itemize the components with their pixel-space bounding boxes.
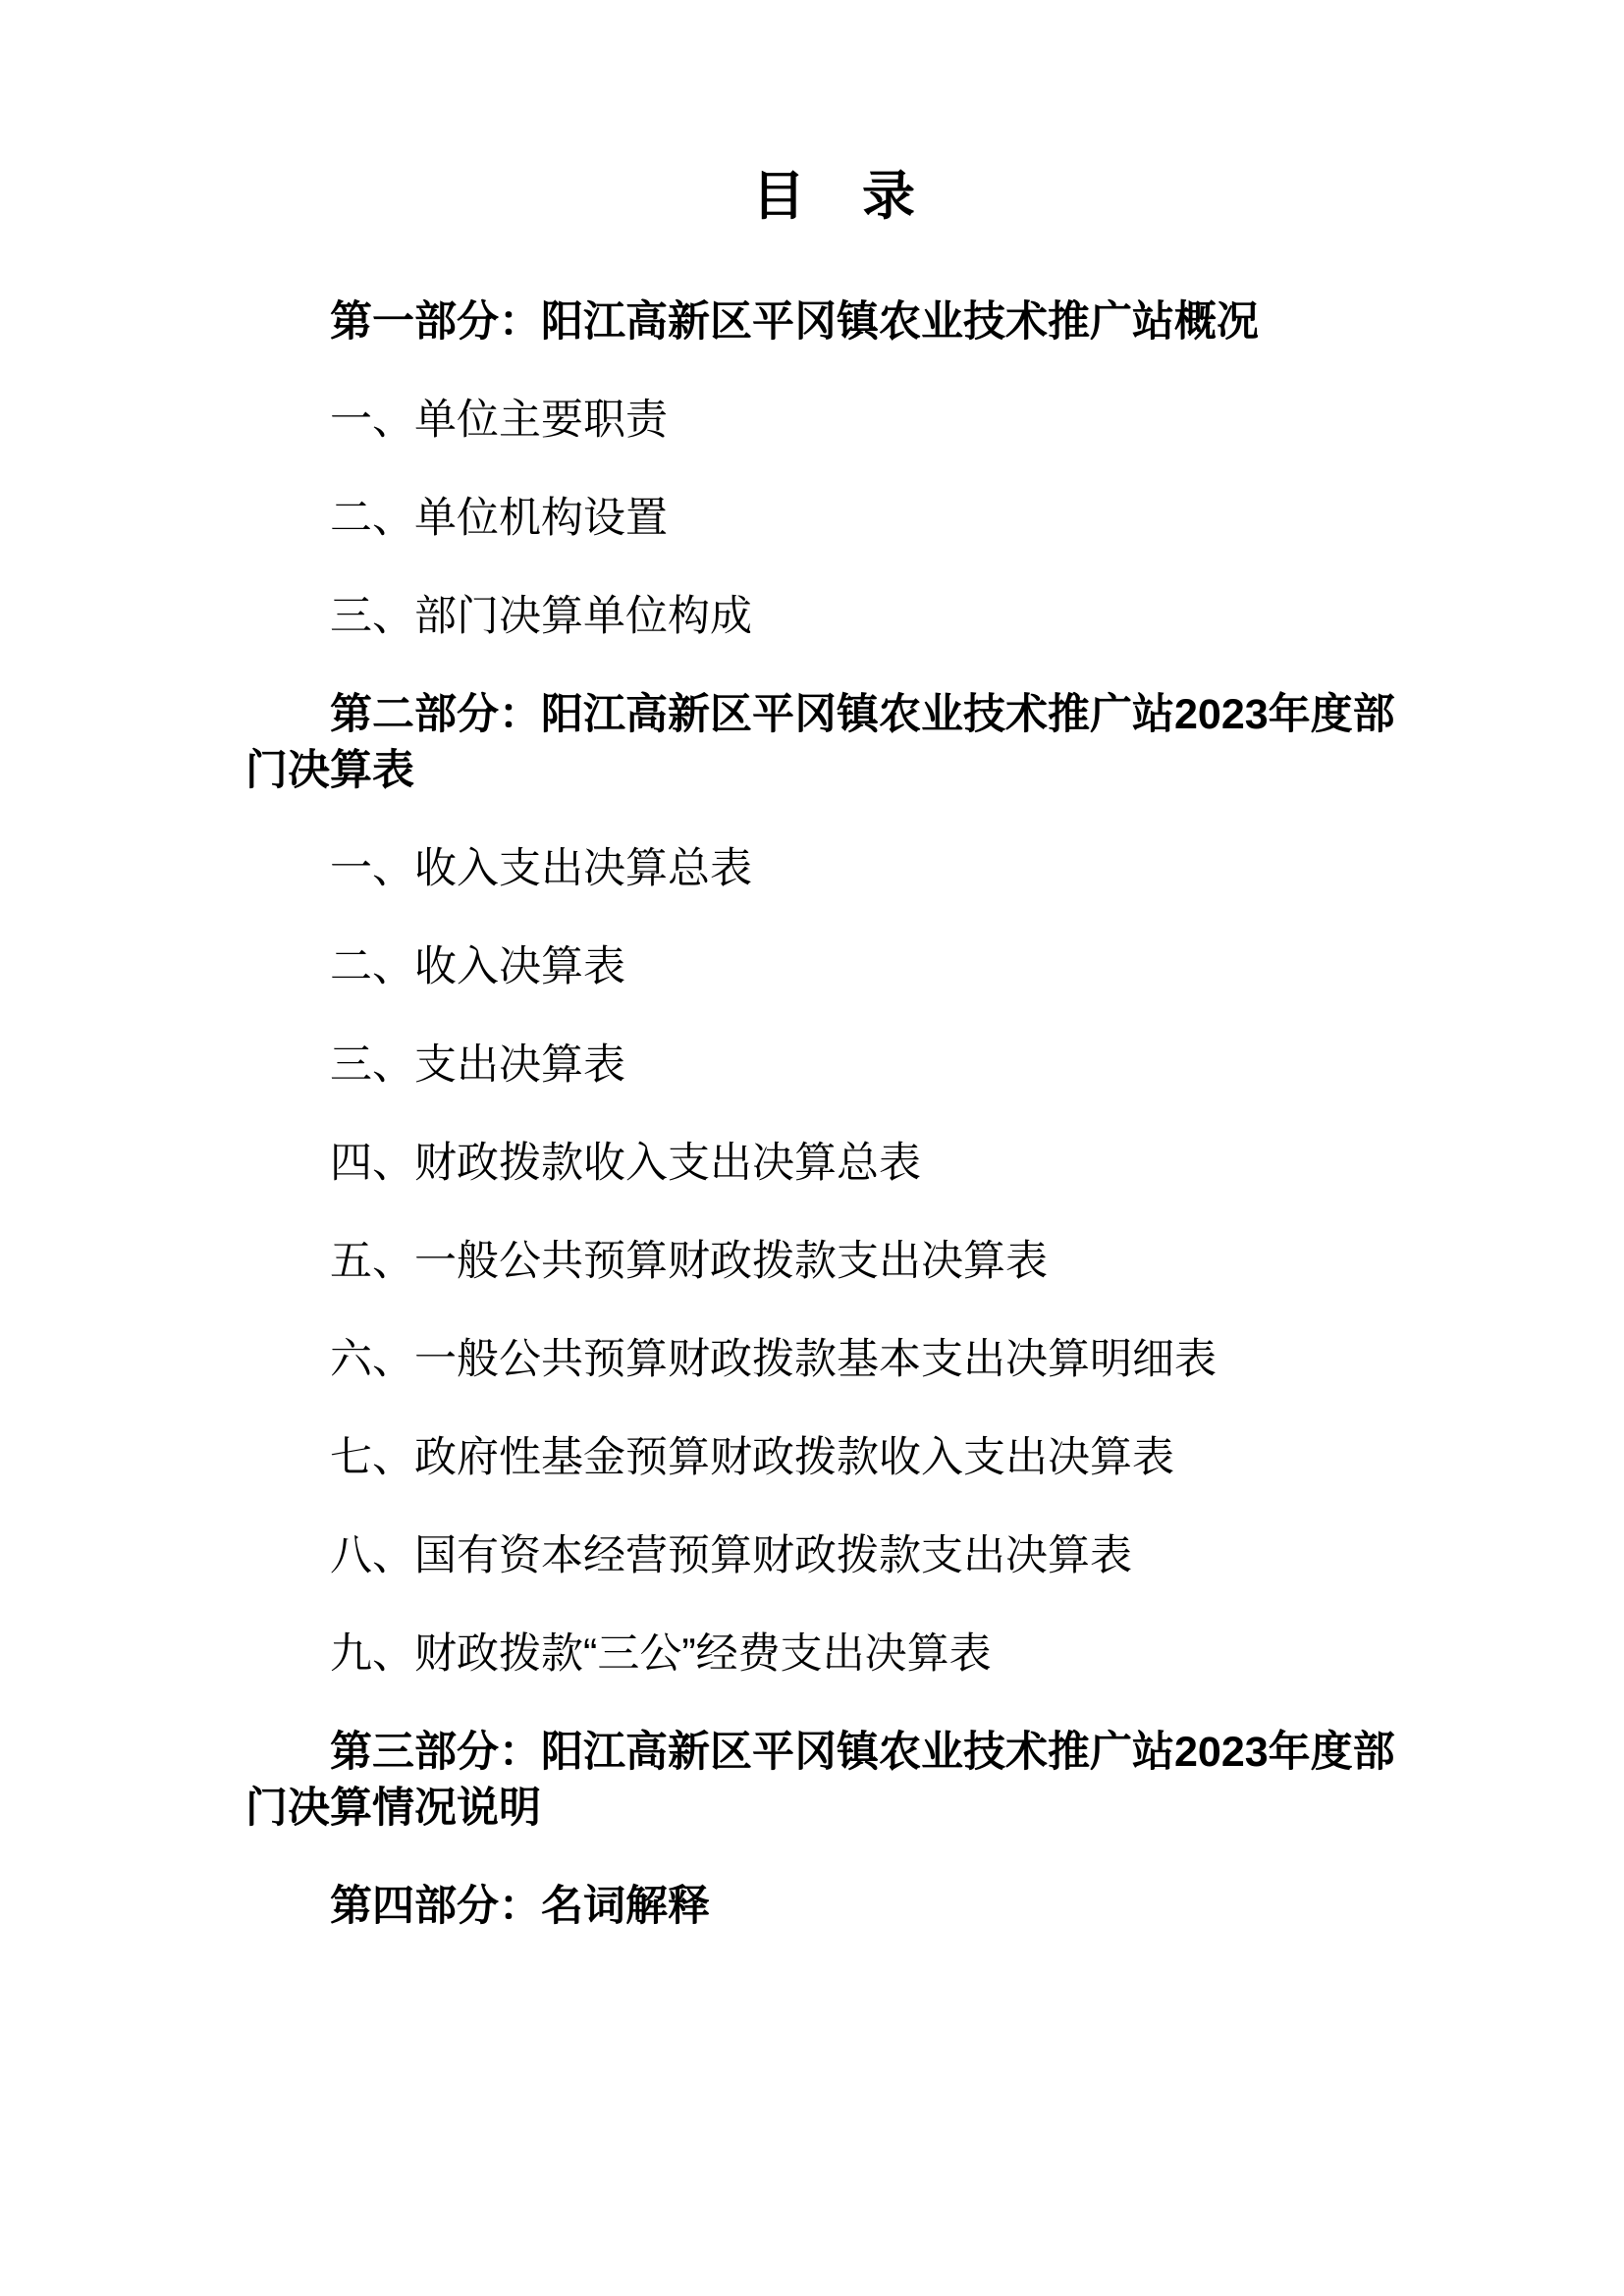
toc-section-heading: 第四部分：名词解释 [330, 1883, 710, 1930]
toc-item: 一、单位主要职责 [330, 397, 668, 444]
toc-item: 三、支出决算表 [330, 1041, 625, 1089]
toc-item: 八、国有资本经营预算财政拨款支出决算表 [330, 1532, 1132, 1579]
toc-section-heading: 第二部分：阳江高新区平冈镇农业技术推广站2023年度部门决算表 [245, 691, 1395, 794]
toc-item: 一、收入支出决算总表 [330, 845, 752, 892]
toc-item: 七、政府性基金预算财政拨款收入支出决算表 [330, 1434, 1174, 1481]
toc-item: 六、一般公共预算财政拨款基本支出决算明细表 [330, 1336, 1217, 1383]
toc-item: 三、部门决算单位构成 [330, 593, 752, 640]
toc-section-heading: 第三部分：阳江高新区平冈镇农业技术推广站2023年度部门决算情况说明 [245, 1729, 1395, 1832]
toc-item: 二、收入决算表 [330, 943, 625, 990]
toc-item: 二、单位机构设置 [330, 495, 668, 542]
table-of-contents [245, 294, 1424, 1935]
toc-item: 四、财政拨款收入支出决算总表 [330, 1140, 921, 1187]
toc-item: 九、财政拨款“三公”经费支出决算表 [330, 1630, 992, 1678]
toc-item: 五、一般公共预算财政拨款支出决算表 [330, 1238, 1048, 1285]
toc-section-heading: 第一部分：阳江高新区平冈镇农业技术推广站概况 [330, 298, 1259, 346]
page-title: 目 录 [752, 167, 917, 226]
